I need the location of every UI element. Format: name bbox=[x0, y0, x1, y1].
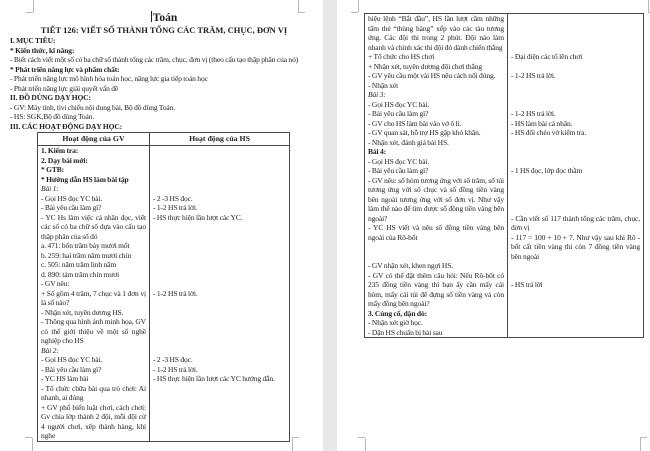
gv-cell bbox=[365, 271, 508, 309]
doc-line: - Phát triển năng lực mô hình hóa toán học, năng lực gia tiếp toán học bbox=[10, 74, 208, 83]
hs-cell bbox=[508, 138, 644, 167]
doc-line: 1. Kiểm tra: bbox=[41, 146, 79, 155]
doc-line: d. 890: tám trăm chín mươi bbox=[41, 269, 120, 279]
doc-line: a. 471: bốn trăm bảy mươi mốt bbox=[41, 241, 130, 250]
text-cursor bbox=[151, 11, 152, 22]
doc-line: - 1-2 HS trả lời. bbox=[511, 71, 556, 80]
table-row bbox=[365, 14, 644, 53]
doc-line: - Bài yêu cầu làm gì? bbox=[41, 203, 102, 212]
hs-cell bbox=[150, 365, 290, 375]
doc-line: - 117 = 100 + 10 + 7. Như vậy sau khi Rô - bốt cất tiền vàng thì còn 7 đồng tiền vàng bên ngoài bbox=[511, 232, 640, 261]
table-row bbox=[365, 128, 644, 138]
doc-line: II. ĐỒ DÙNG DẠY HỌC: bbox=[10, 93, 91, 102]
table-row bbox=[365, 176, 644, 271]
doc-line: hiệu lệnh “Bắt đầu”, HS lần lượt cầm những tấm thẻ “thùng hàng” xếp vào các tàu tương ứng. Các đội thi trong 2 phút. Đội nào làm nhanh và chính xác thì đội đó dành chiến thắng bbox=[368, 14, 504, 52]
gv-cell bbox=[38, 365, 150, 375]
table-row bbox=[38, 194, 290, 204]
gv-cell bbox=[38, 194, 150, 204]
doc-line: * GTB: bbox=[41, 165, 65, 174]
doc-line: - GV nêu: bbox=[41, 279, 70, 288]
table-row bbox=[365, 71, 644, 81]
doc-line bbox=[368, 252, 504, 262]
doc-line: - HS thực hiện lần lượt các YC. bbox=[153, 212, 243, 222]
table-row bbox=[365, 62, 644, 72]
hs-cell bbox=[508, 166, 644, 176]
doc-line: - 1 HS đọc, lớp đọc thầm bbox=[511, 166, 583, 175]
doc-line: - Nhận xét bbox=[368, 80, 399, 90]
doc-line: - 1-2 HS trả lời. bbox=[153, 364, 198, 374]
crop-mark-top-left-icon bbox=[358, 0, 359, 12]
doc-line: - YC Hs làm việc cá nhân đọc, viết các số có ba chữ số dựa vào cấu tạo thập phân của số đó bbox=[41, 212, 146, 241]
doc-line: + GV phổ biến luật chơi, cách chơi: Gv chia lớp thành 2 đội, mỗi đội cử 4 người chơi, xếp thành hàng, khi nghe bbox=[41, 402, 146, 440]
gv-cell bbox=[38, 355, 150, 365]
doc-line: - GV: Máy tính, tivi chiếu nội dung bài, Bộ đồ dùng Toán. bbox=[10, 102, 176, 112]
doc-line: - Đại diện các tổ lên chơi bbox=[511, 52, 583, 61]
table-row bbox=[365, 81, 644, 110]
doc-line: Bài 1: bbox=[41, 184, 59, 193]
doc-line: Bài 4: bbox=[368, 147, 387, 156]
activities-table-page-2 bbox=[364, 13, 644, 338]
doc-line: * Phát triển năng lực và phẩm chất: bbox=[10, 64, 120, 74]
doc-line: + Tổ chức cho HS chơi bbox=[368, 52, 435, 61]
table-row bbox=[365, 309, 644, 338]
table-row bbox=[38, 203, 290, 213]
table-row bbox=[365, 166, 644, 176]
doc-line: * Hướng dẫn HS làm bài tập bbox=[41, 174, 129, 184]
gv-cell bbox=[38, 374, 150, 441]
gv-cell bbox=[365, 81, 508, 110]
hs-cell bbox=[150, 146, 290, 194]
doc-line: - YC HS làm bài bbox=[41, 374, 89, 383]
doc-line: - Bài yêu cầu làm gì? bbox=[368, 109, 429, 118]
crop-mark-top-right-icon bbox=[648, 0, 649, 12]
hs-cell bbox=[150, 203, 290, 213]
doc-line: - Dặn HS chuẩn bị bài sau bbox=[368, 327, 443, 337]
doc-line: - GV cho HS làm bài vào vở ô li. bbox=[368, 118, 462, 128]
doc-line: - 2 -3 HS đọc. bbox=[153, 193, 193, 203]
hs-cell bbox=[508, 176, 644, 271]
table-row bbox=[38, 355, 290, 365]
table-row bbox=[365, 138, 644, 167]
gv-cell bbox=[38, 146, 150, 194]
doc-line: - Gọi HS đọc YC bài. bbox=[368, 156, 430, 166]
hs-cell bbox=[150, 355, 290, 365]
table-row bbox=[38, 289, 290, 356]
crop-mark-bottom-right-icon bbox=[640, 438, 641, 451]
doc-line: - GV yêu cầu một vài HS nêu cách nối đúng. bbox=[368, 71, 496, 80]
gv-cell bbox=[365, 71, 508, 81]
hs-cell bbox=[508, 62, 644, 72]
intro-sections bbox=[10, 36, 318, 131]
hs-cell bbox=[150, 213, 290, 289]
hs-cell bbox=[508, 109, 644, 119]
doc-line: - Cần viết số 117 thành tổng các trăm, chục, đơn vị bbox=[511, 213, 640, 232]
table-row bbox=[365, 119, 644, 129]
doc-line: - Thông qua hình ảnh minh họa, GV có thể giới thiệu về một số nghề nghiệp cho HS bbox=[41, 317, 146, 345]
crop-mark-top-left-icon bbox=[351, 12, 358, 13]
hs-cell bbox=[150, 374, 290, 441]
doc-line: 3. Củng cố, dặn dò: bbox=[368, 308, 427, 318]
doc-line: - 2 -3 HS đọc. bbox=[153, 355, 193, 364]
gv-cell bbox=[365, 109, 508, 119]
table-row bbox=[365, 109, 644, 119]
lesson-title: TIẾT 126: VIẾT SỐ THÀNH TỔNG CÁC TRĂM, CHỤC, ĐƠN VỊ bbox=[40, 25, 288, 35]
hs-cell bbox=[508, 309, 644, 338]
hs-cell bbox=[508, 271, 644, 309]
doc-line: Bài 3: bbox=[368, 90, 386, 99]
gv-cell bbox=[365, 138, 508, 167]
doc-line: - HS: SGK,Bộ đồ dùng Toán. bbox=[10, 112, 95, 121]
doc-line: - HS trả lời bbox=[511, 280, 543, 289]
table-header-row bbox=[38, 133, 290, 146]
doc-line: - 1-2 HS trả lời. bbox=[153, 288, 198, 298]
header-hs: Hoạt động của HS bbox=[150, 133, 290, 146]
crop-mark-bottom-left-icon bbox=[358, 437, 365, 438]
doc-line: - Bài yêu cầu làm gì? bbox=[368, 166, 429, 175]
doc-line: c. 505: năm trăm linh năm bbox=[41, 260, 117, 269]
doc-line: - GV quan sát, hỗ trợ HS gặp khó khăn. bbox=[368, 128, 481, 137]
doc-line: - 1-2 HS trả lời. bbox=[511, 109, 556, 118]
gv-cell bbox=[38, 289, 150, 356]
gv-cell bbox=[365, 166, 508, 176]
gv-cell bbox=[365, 14, 508, 53]
subject-title: Toán bbox=[152, 12, 178, 24]
gv-cell bbox=[365, 309, 508, 338]
hs-cell bbox=[508, 14, 644, 53]
doc-line: - Gọi HS đọc YC bài. bbox=[368, 99, 430, 109]
doc-line: - Gọi HS đọc YC bài. bbox=[41, 355, 103, 364]
doc-line: - Nhận xét, tuyên dương HS. bbox=[41, 307, 124, 317]
doc-line: III. CÁC HOẠT ĐỘNG DẠY HỌC: bbox=[10, 121, 123, 131]
hs-cell bbox=[508, 128, 644, 138]
doc-line: I. MỤC TIÊU: bbox=[10, 36, 56, 45]
gv-cell bbox=[38, 213, 150, 289]
gv-cell bbox=[365, 128, 508, 138]
table-row bbox=[365, 52, 644, 62]
doc-line: - GV nhận xét, khen ngợi HS. bbox=[368, 261, 454, 270]
crop-mark-bottom-right-icon bbox=[640, 437, 647, 438]
doc-line: + Số gồm 4 trăm, 7 chục và 1 đơn vị là số nào? bbox=[41, 288, 146, 307]
hs-cell bbox=[508, 71, 644, 81]
doc-line: 2. Dạy bài mới: bbox=[41, 155, 88, 165]
doc-line: + Nhận xét, tuyên dương đội chơi thắng bbox=[368, 61, 483, 71]
hs-cell bbox=[508, 52, 644, 62]
page-1-content bbox=[10, 9, 318, 442]
gv-cell bbox=[365, 52, 508, 62]
hs-cell bbox=[150, 289, 290, 356]
table-row bbox=[365, 271, 644, 309]
hs-cell bbox=[508, 119, 644, 129]
page-1[interactable] bbox=[0, 0, 323, 451]
gv-cell bbox=[365, 176, 508, 271]
gv-cell bbox=[38, 203, 150, 213]
doc-line: - YC HS viết và nêu số đồng tiền vàng bên ngoài của Rô-bốt bbox=[368, 223, 504, 242]
doc-line: - Tổ chức chữa bài qua trò chơi: Ai nhanh, ai đúng bbox=[41, 383, 146, 402]
doc-line: - HS làm bài cá nhân. bbox=[511, 118, 573, 128]
hs-cell bbox=[150, 194, 290, 204]
activities-table-page-1 bbox=[37, 132, 290, 442]
doc-line: - Nhận xét giờ học. bbox=[368, 318, 423, 327]
page-2[interactable] bbox=[337, 0, 650, 451]
doc-line: * Kiến thức, kĩ năng: bbox=[10, 45, 75, 55]
doc-line: - GV nêu: số hòm tương ứng với số trăm, số túi tương ứng với số chục và số đồng tiền vàng bên ngoài tương ứng với số đơn vị. Như vậy làm thế nào để tìm được số đồng tiền vàng bên ngoài? bbox=[368, 175, 504, 223]
doc-line: b. 259: hai trăm năm mươi chín bbox=[41, 250, 132, 260]
doc-line: Bài 2: bbox=[41, 345, 59, 355]
crop-mark-bottom-left-icon bbox=[365, 438, 366, 451]
page-title bbox=[10, 11, 318, 25]
table-row bbox=[38, 146, 290, 194]
table-row bbox=[38, 213, 290, 289]
doc-line: - Nhận xét, đánh giá bài HS. bbox=[368, 137, 449, 147]
doc-line: - 1-2 HS trả lời. bbox=[153, 203, 198, 212]
doc-line: - Gọi HS đọc YC bài. bbox=[41, 193, 103, 203]
gv-cell bbox=[365, 119, 508, 129]
header-gv: Hoạt động của GV bbox=[38, 133, 150, 146]
table-row bbox=[38, 365, 290, 375]
hs-cell bbox=[508, 81, 644, 110]
doc-line bbox=[368, 242, 504, 252]
table-row bbox=[38, 374, 290, 441]
gv-cell bbox=[365, 62, 508, 72]
doc-line: - Biết cách viết một số có ba chữ số thành tổng các trăm, chục, đơn vị (theo cấu tạo thập phân của nó) bbox=[10, 55, 299, 64]
doc-line: - GV có thể đặt thêm câu hỏi: Nếu Rô-bốt có 235 đồng tiền vàng thì bạn ấy cần mấy cái hòm, mấy cái túi để đựng số tiền vàng và còn mấy đồng bên ngoài? bbox=[368, 270, 504, 308]
doc-line: - HS thực hiện lần lượt các YC hướng dẫn. bbox=[153, 374, 275, 383]
doc-line: - Bài yêu cầu làm gì? bbox=[41, 364, 102, 374]
doc-line: - Phát triển năng lực giải quyết vấn đề bbox=[10, 83, 119, 93]
doc-line: - HS đổi chéo vở kiểm tra. bbox=[511, 128, 587, 137]
